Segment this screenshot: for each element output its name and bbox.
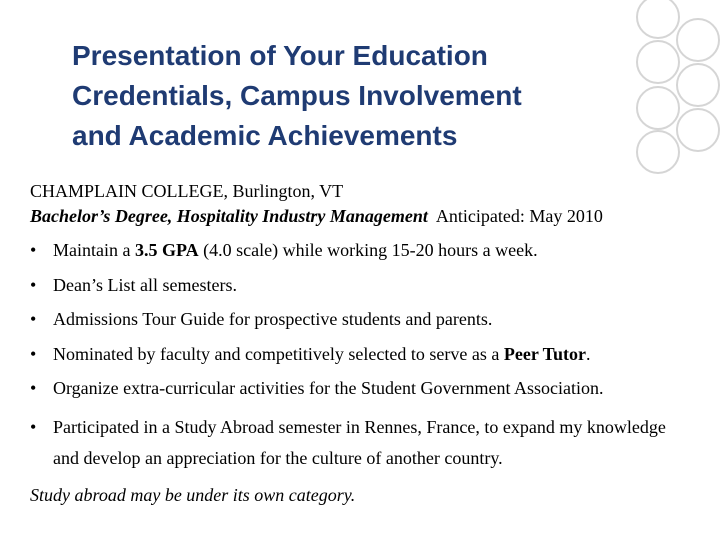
decorative-circle bbox=[677, 64, 719, 106]
decorative-circle bbox=[637, 131, 679, 173]
decorative-circle bbox=[637, 87, 679, 129]
decorative-circle bbox=[637, 0, 679, 38]
gpa-value: 3.5 GPA bbox=[134, 240, 199, 260]
decorative-circle bbox=[677, 109, 719, 151]
list-item bbox=[30, 412, 673, 474]
bullet-text: Maintain a bbox=[53, 240, 135, 260]
list-item bbox=[30, 274, 710, 296]
decorative-circle bbox=[677, 19, 719, 61]
school-name: CHAMPLAIN COLLEGE, Burlington, VT bbox=[30, 181, 344, 201]
list-item bbox=[30, 377, 710, 399]
list-item bbox=[30, 308, 710, 330]
title-line: and Academic Achievements bbox=[72, 120, 458, 151]
bullet-text: . bbox=[586, 343, 591, 364]
footnote: Study abroad may be under its own category. bbox=[30, 484, 356, 505]
decorative-circle bbox=[637, 41, 679, 83]
bullet-text: Nominated by faculty and competitively selected to serve as a bbox=[53, 343, 504, 364]
anticipated-date: Anticipated: May 2010 bbox=[435, 206, 603, 226]
bullet-text: Admissions Tour Guide for prospective students and parents. bbox=[53, 309, 493, 329]
bullet-text: (4.0 scale) while working 15-20 hours a week. bbox=[198, 240, 538, 260]
list-item bbox=[30, 343, 710, 365]
bullet-text: Participated in a Study Abroad semester in Rennes, France, to expand my knowledge and develop an appreciation for the culture of another country. bbox=[53, 416, 666, 468]
title-line: Credentials, Campus Involvement bbox=[72, 80, 522, 111]
peer-tutor-role: Peer Tutor bbox=[503, 343, 587, 364]
bullet-text: Organize extra-curricular activities for the Student Government Association. bbox=[53, 378, 604, 398]
degree-line bbox=[30, 205, 710, 227]
list-item bbox=[30, 239, 710, 261]
slide-body bbox=[30, 180, 710, 506]
title-line: Presentation of Your Education bbox=[72, 40, 488, 71]
achievement-list bbox=[30, 239, 710, 474]
slide-title bbox=[72, 36, 632, 156]
degree-title: Bachelor’s Degree, Hospitality Industry Management bbox=[30, 206, 428, 226]
bullet-text: Dean’s List all semesters. bbox=[53, 274, 237, 295]
